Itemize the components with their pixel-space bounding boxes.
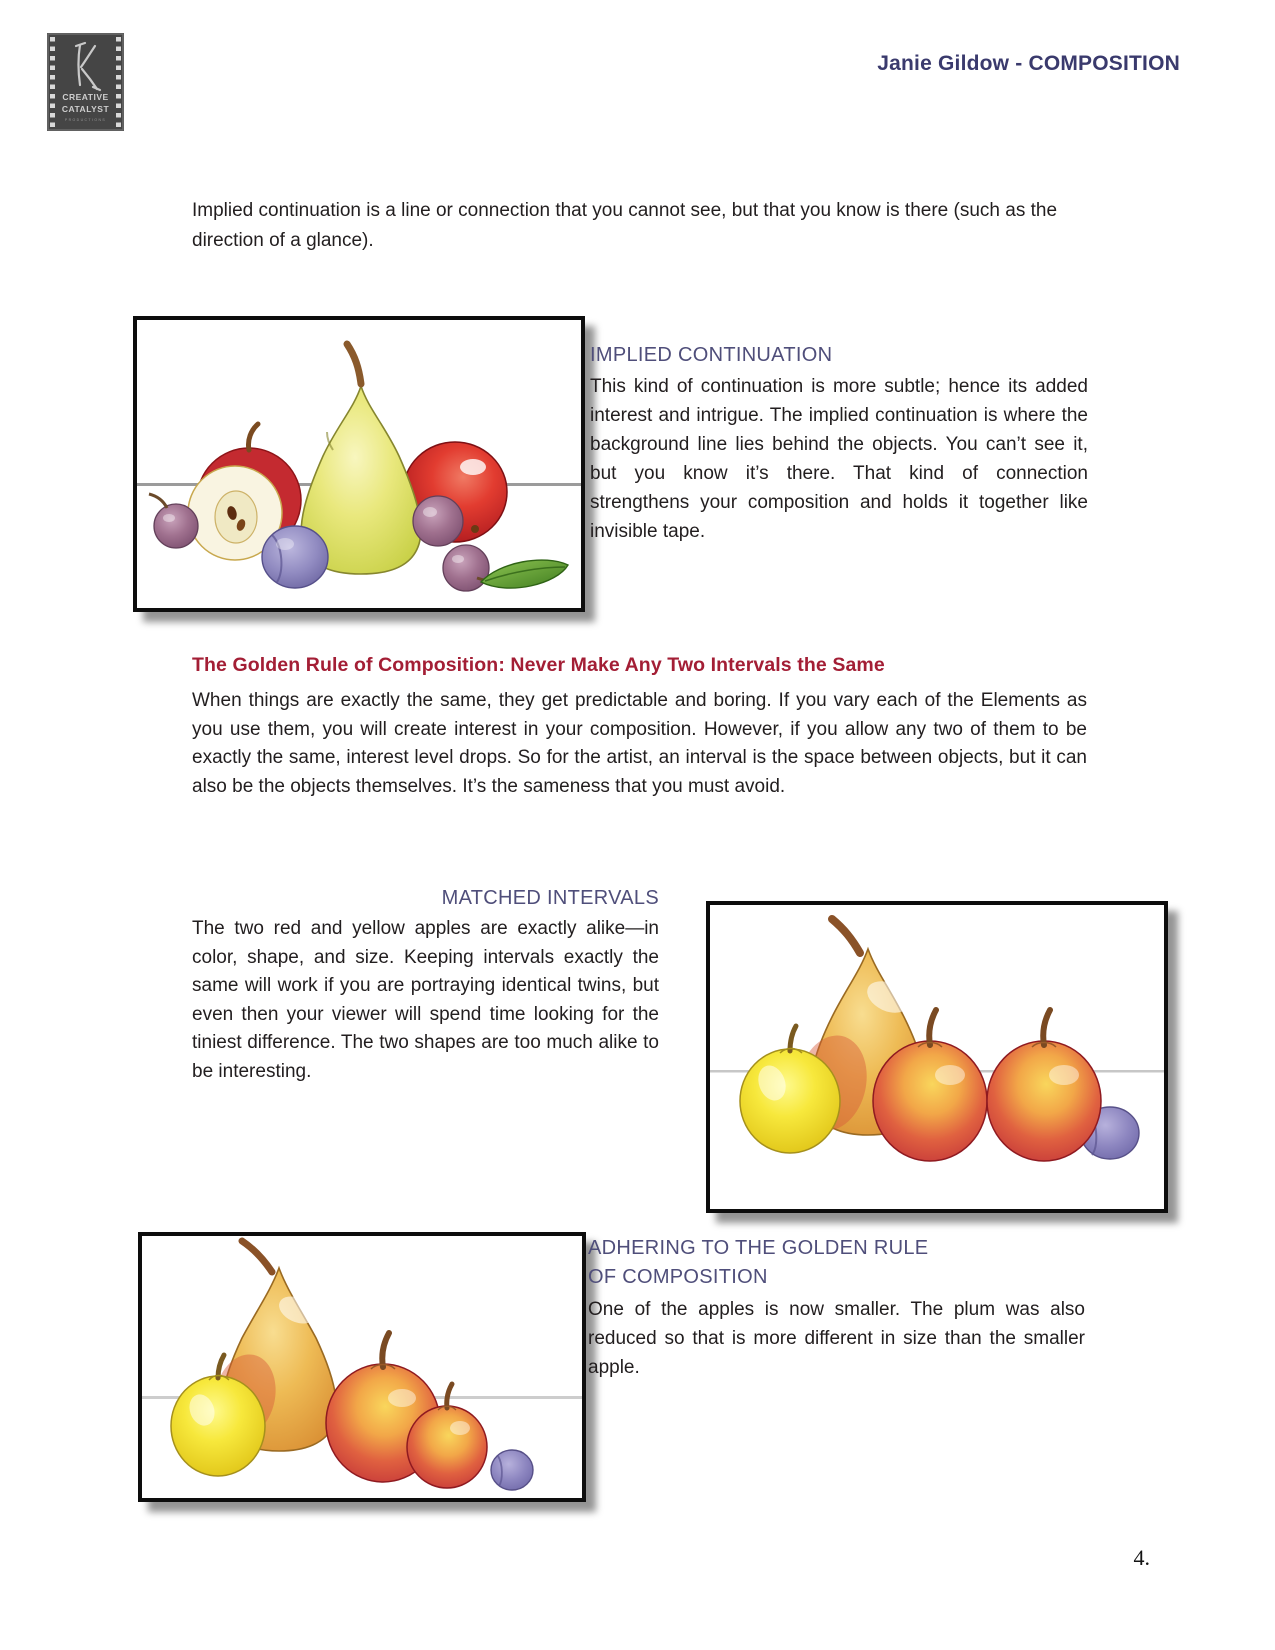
adhering-section (588, 1234, 1085, 1382)
golden-rule-body: When things are exactly the same, they get predictable and boring. If you vary each of the Elements as you use them, you will create interest in your composition. However, if you allow any two of them to be exactly the same, interest level drops. So for the artist, an interval is the space between objects, but it can also be the objects themselves. It’s the sameness that you must avoid. (192, 690, 1087, 797)
still-life-2-illustration (710, 905, 1164, 1209)
adhering-heading-line1: ADHERING TO THE GOLDEN RULE (588, 1237, 929, 1259)
leaf (481, 560, 568, 588)
adhering-heading (588, 1234, 1085, 1292)
page-title: Janie Gildow - COMPOSITION (877, 52, 1180, 75)
implied-continuation-heading: IMPLIED CONTINUATION (590, 344, 833, 366)
figure-adhering-golden-rule (138, 1232, 586, 1502)
intro-paragraph: Implied continuation is a line or connection that you cannot see, but that you know is there (such as the direction of a glance). (192, 200, 1058, 251)
matched-intervals-section (192, 884, 659, 1086)
small-plum (491, 1450, 533, 1490)
implied-continuation-body: This kind of continuation is more subtle; hence its added interest and intrigue. The implied continuation is where the background line lies behind the objects. You can’t see it, but you know it’s there. That kind of connection strengthens your composition and holds it together like invisible tape. (590, 376, 1088, 542)
figure-implied-continuation (133, 316, 585, 612)
implied-continuation-section (590, 341, 1088, 546)
page-number: 4. (1133, 1545, 1150, 1570)
still-life-1-illustration (137, 320, 581, 608)
matched-intervals-heading: MATCHED INTERVALS (441, 887, 659, 909)
plum (262, 526, 328, 588)
figure-matched-intervals (706, 901, 1168, 1213)
logo-line1: CREATIVE (62, 92, 109, 102)
creative-catalyst-logo (47, 33, 124, 131)
still-life-3-illustration (142, 1236, 582, 1498)
logo-line2: CATALYST (61, 104, 110, 114)
adhering-heading-line2: OF COMPOSITION (588, 1266, 768, 1288)
film-strip-logo-icon (47, 33, 124, 131)
logo-line3: PRODUCTIONS (64, 118, 107, 122)
adhering-body: One of the apples is now smaller. The plum was also reduced so that is more different in size than the smaller apple. (588, 1299, 1085, 1378)
red-yellow-apple-2 (987, 1010, 1101, 1161)
matched-intervals-body: The two red and yellow apples are exactly alike—in color, shape, and size. Keeping intervals exactly the same will work if you are portraying identical twins, but even then your viewer will spend time looking for the tiniest difference. The two shapes are too much alike to be interesting. (192, 918, 659, 1082)
golden-rule-heading: The Golden Rule of Composition: Never Make Any Two Intervals the Same (192, 654, 885, 676)
